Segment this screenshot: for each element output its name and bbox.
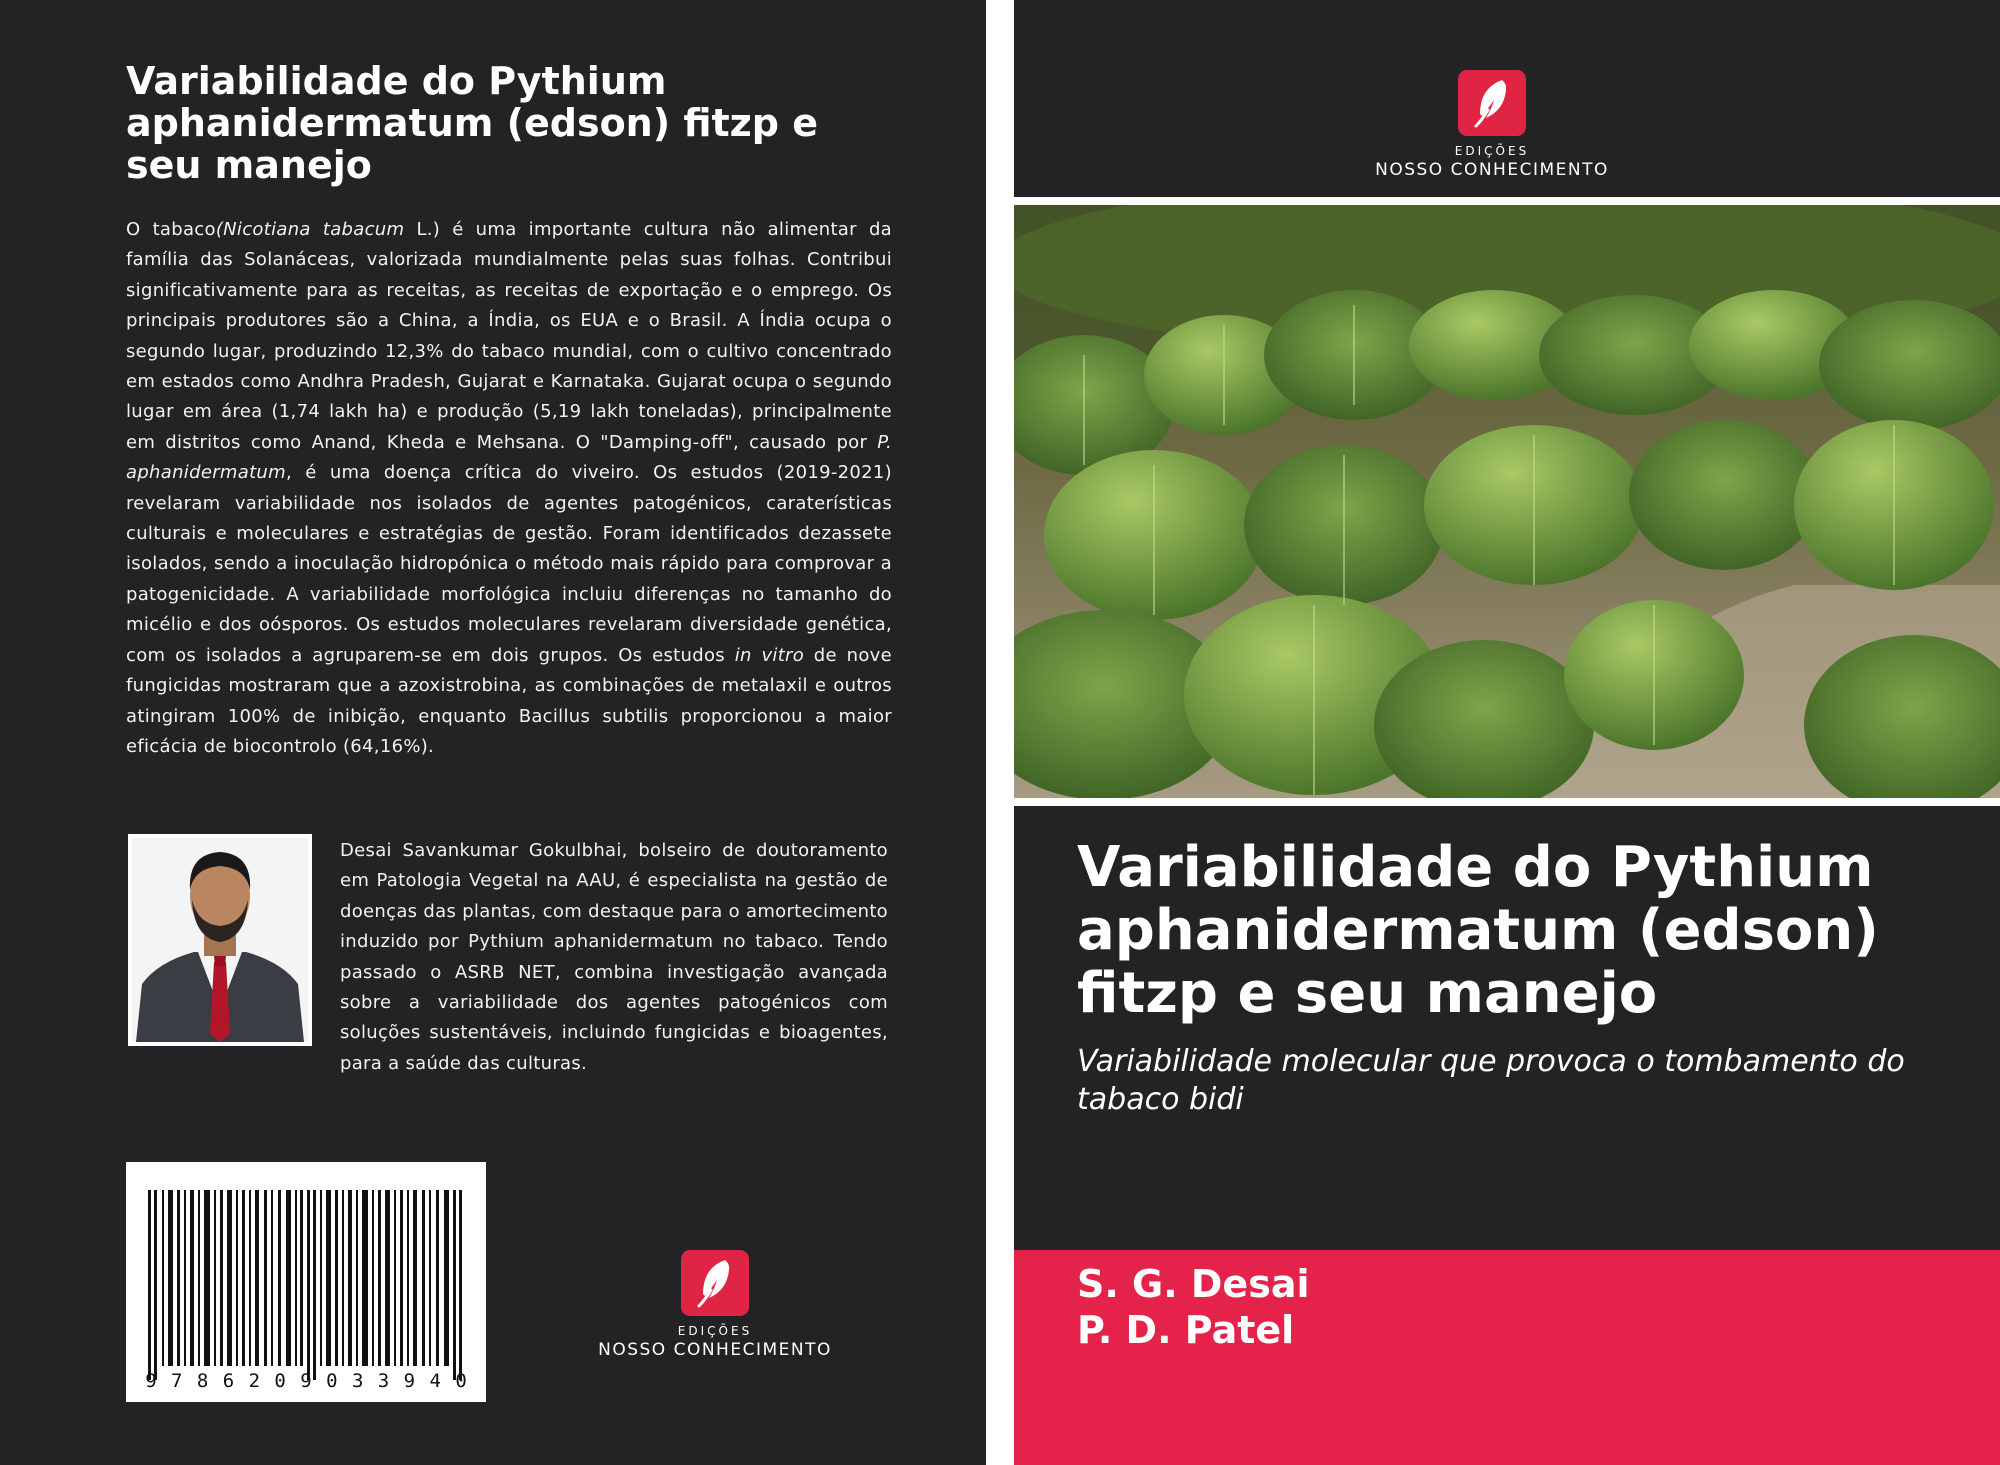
- isbn-digit: 2: [248, 1370, 261, 1392]
- publisher-name: NOSSO CONHECIMENTO: [598, 1340, 832, 1360]
- tobacco-field-photo: [1014, 205, 2000, 798]
- feather-icon: [681, 1250, 749, 1316]
- blurb-italic: in vitro: [734, 644, 805, 666]
- back-cover-title: Variabilidade do Pythium aphanidermatum (edson) fitzp e seu manejo: [126, 59, 818, 187]
- blurb-italic: (Nicotiana tabacum: [215, 219, 405, 240]
- publisher-logo-front: [1362, 70, 1622, 180]
- divider-top: [1014, 197, 2000, 205]
- author-bio: Desai Savankumar Gokulbhai, bolseiro de doutoramento em Patologia Vegetal na AAU, é especialista na gestão de doenças das plantas, com destaque para o amortecimento induzido por Pythium aphanidermatum no tabaco. Tendo passado o ASRB NET, combina investigação avançada sobre a variabilidade dos agentes patogénicos com soluções sustentáveis, incluindo fungicidas e bioagentes, para a saúde das culturas.: [340, 840, 888, 1074]
- isbn-digit: 4: [429, 1370, 441, 1392]
- blurb-text: O tabaco: [126, 219, 216, 240]
- isbn-digit: 7: [171, 1370, 183, 1392]
- author-name-1: S. G. Desai: [1077, 1262, 1310, 1306]
- isbn-digit: 3: [377, 1370, 390, 1392]
- isbn-barcode: [126, 1162, 486, 1402]
- blurb-italic: P. aphanidermatum: [126, 431, 892, 484]
- isbn-digit: 9: [403, 1370, 416, 1392]
- publisher-edicoes: EDIÇÕES: [677, 1324, 753, 1338]
- publisher-name: NOSSO CONHECIMENTO: [1375, 160, 1609, 180]
- publisher-edicoes: EDIÇÕES: [1454, 144, 1530, 158]
- blurb-text: , é uma doença crítica do viveiro. Os estudos (2019-2021) revelaram variabilidade nos isolados de agentes patogénicos, caraterísticas culturais e moleculares e estratégias de gestão. Foram identificados dezassete isolados, sendo a inoculação hidropónica o método mais rápido para comprovar a patogenicidade. A variabilidade morfológica incluiu diferenças no tamanho do micélio e dos oósporos. Os estudos moleculares revelaram diversidade genética, com os isolados a agruparem-se em dois grupos. Os estudos: [126, 462, 892, 666]
- isbn-digit: 0: [274, 1370, 286, 1392]
- isbn-digit: 0: [326, 1370, 338, 1392]
- blurb-text: de nove fungicidas mostraram que a azoxistrobina, as combinações de metalaxil e outros atingiram 100% de inibição, enquanto Bacillus subtilis proporcionou a maior eficácia de biocontrolo (64,16%).: [126, 644, 892, 757]
- isbn-digit: 8: [196, 1370, 209, 1392]
- author-name-2: P. D. Patel: [1077, 1308, 1295, 1352]
- isbn-digit: 9: [300, 1370, 312, 1392]
- isbn-digit: 0: [455, 1370, 467, 1392]
- isbn-digit: 9: [145, 1370, 157, 1392]
- barcode-bars: [126, 1162, 486, 1402]
- isbn-digits: [126, 1370, 486, 1392]
- isbn-digit: 6: [222, 1370, 235, 1392]
- front-cover-title: Variabilidade do Pythium aphanidermatum (edson) fitzp e seu manejo: [1077, 835, 1879, 1026]
- back-cover-blurb: [126, 215, 892, 762]
- tobacco-field-image: [1014, 205, 2000, 798]
- divider-bottom: [1014, 798, 2000, 806]
- blurb-text: L.) é uma importante cultura não alimentar da família das Solanáceas, valorizada mundialmente pelas suas folhas. Contribui significativamente para as receitas, as receitas de exportação e o emprego. Os principais produtores são a China, a Índia, os EUA e o Brasil. A Índia ocupa o segundo lugar, produzindo 12,3% do tabaco mundial, com o cultivo concentrado em estados como Andhra Pradesh, Gujarat e Karnataka. Gujarat ocupa o segundo lugar em área (1,74 lakh ha) e produção (5,19 lakh toneladas), principalmente em distritos como Anand, Kheda e Mehsana. O "Damping-off", causado por: [126, 219, 892, 453]
- author-photo: [128, 834, 312, 1046]
- front-cover-subtitle: Variabilidade molecular que provoca o tombamento do tabaco bidi: [1077, 1044, 1905, 1117]
- publisher-logo-back: [590, 1250, 840, 1360]
- feather-icon: [1458, 70, 1526, 136]
- author-portrait-image: [128, 834, 312, 1046]
- isbn-digit: 3: [351, 1370, 364, 1392]
